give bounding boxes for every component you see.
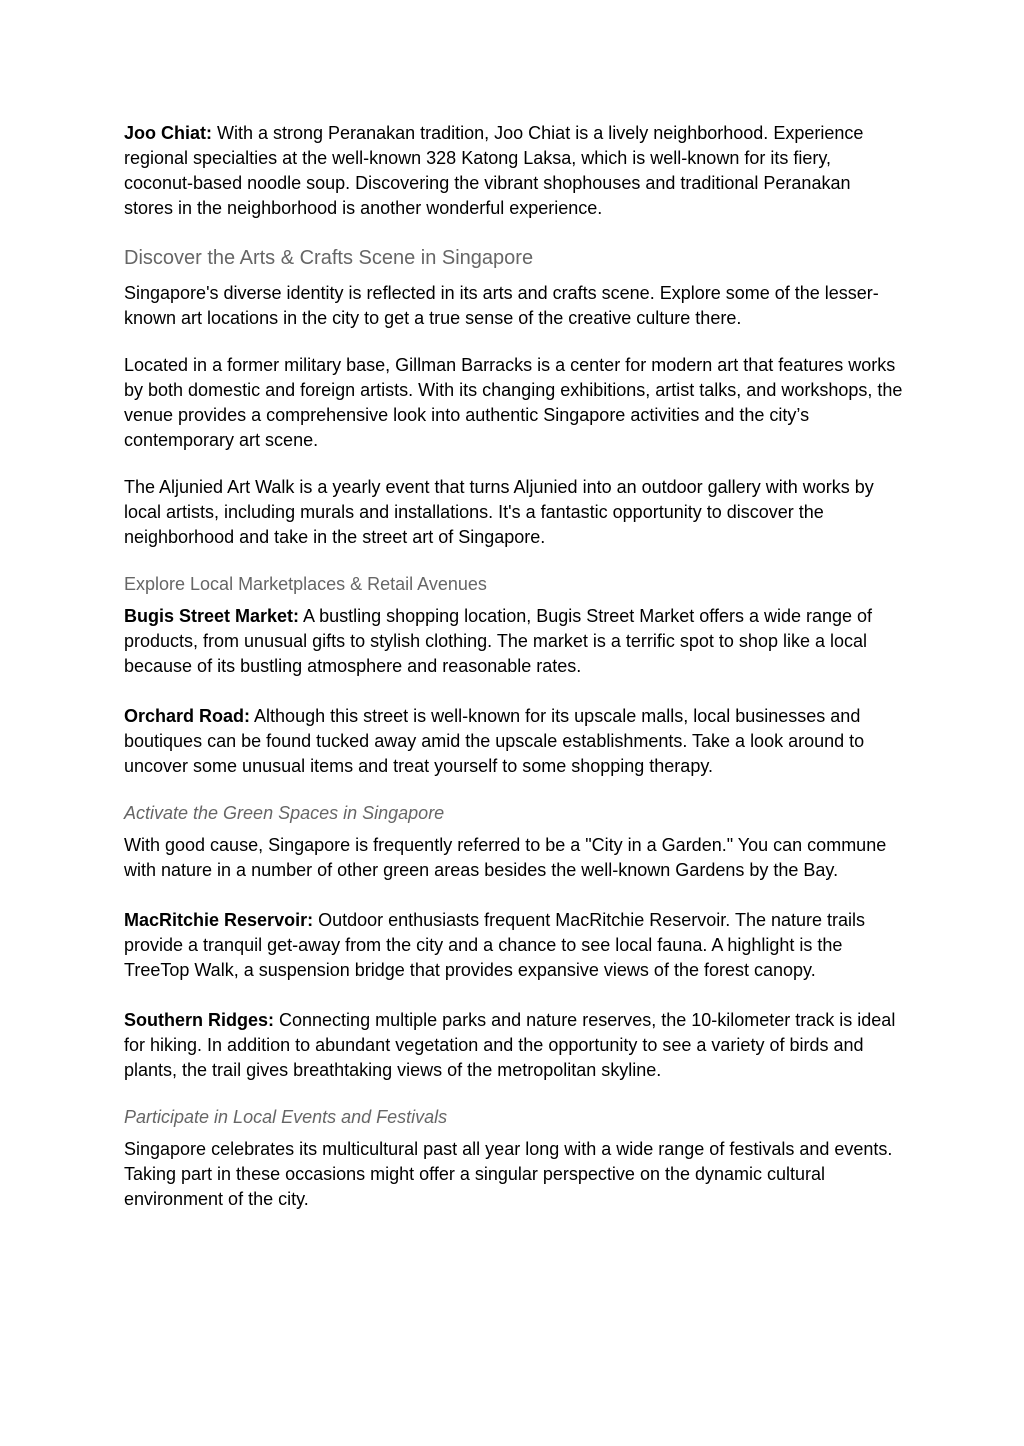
macritchie-text: Outdoor enthusiasts frequent MacRitchie Reservoir. The nature trails provide a tranquil get-away from the city and a chance to see local fauna. A highlight is the TreeTop Walk, a suspension bridge that provides expansive views of the forest canopy.	[124, 910, 866, 980]
arts-intro-paragraph: Singapore's diverse identity is reflected in its arts and crafts scene. Explore some of the lesser-known art locations in the city to get a true sense of the creative culture there.	[124, 283, 879, 328]
aljunied-art-walk-paragraph: The Aljunied Art Walk is a yearly event that turns Aljunied into an outdoor gallery with works by local artists, including murals and installations. It's a fantastic opportunity to discover the neighborhood and take in the street art of Singapore.	[124, 477, 874, 547]
southern-ridges-paragraph	[124, 1008, 904, 1083]
orchard-text: Although this street is well-known for its upscale malls, local businesses and boutiques can be found tucked away amid the upscale establishments. Take a look around to uncover some unusual items and treat yourself to some shopping therapy.	[124, 706, 865, 776]
bugis-label: Bugis Street Market:	[124, 606, 300, 626]
southern-ridges-label: Southern Ridges:	[124, 1010, 275, 1030]
document-page	[124, 121, 904, 1212]
macritchie-label: MacRitchie Reservoir:	[124, 910, 314, 930]
macritchie-paragraph	[124, 908, 904, 983]
events-paragraph: Singapore celebrates its multicultural past all year long with a wide range of festivals and events. Taking part in these occasions might offer a singular perspective on the dynamic cultural environment of the city.	[124, 1139, 893, 1209]
orchard-label: Orchard Road:	[124, 706, 251, 726]
orchard-paragraph	[124, 704, 904, 779]
events-heading: Participate in Local Events and Festivals	[124, 1107, 448, 1127]
markets-heading: Explore Local Marketplaces & Retail Avenues	[124, 574, 487, 594]
gillman-barracks-paragraph: Located in a former military base, Gillman Barracks is a center for modern art that features works by both domestic and foreign artists. With its changing exhibitions, artist talks, and workshops, the venue provides a comprehensive look into authentic Singapore activities and the city’s contemporary art scene.	[124, 355, 903, 450]
bugis-text: A bustling shopping location, Bugis Street Market offers a wide range of products, from unusual gifts to stylish clothing. The market is a terrific spot to shop like a local because of its bustling atmosphere and reasonable rates.	[124, 606, 873, 676]
southern-ridges-text: Connecting multiple parks and nature reserves, the 10-kilometer track is ideal for hiking. In addition to abundant vegetation and the opportunity to see a variety of birds and plants, the trail gives breathtaking views of the metropolitan skyline.	[124, 1010, 896, 1080]
joo-chiat-text: With a strong Peranakan tradition, Joo Chiat is a lively neighborhood. Experience regional specialties at the well-known 328 Katong Laksa, which is well-known for its fiery, coconut-based noodle soup. Discovering the vibrant shophouses and traditional Peranakan stores in the neighborhood is another wonderful experience.	[124, 123, 864, 218]
joo-chiat-label: Joo Chiat:	[124, 123, 212, 143]
arts-heading: Discover the Arts & Crafts Scene in Singapore	[124, 247, 534, 269]
bugis-paragraph	[124, 604, 904, 679]
green-intro-paragraph: With good cause, Singapore is frequently referred to be a "City in a Garden." You can commune with nature in a number of other green areas besides the well-known Gardens by the Bay.	[124, 835, 887, 880]
green-heading: Activate the Green Spaces in Singapore	[124, 803, 445, 823]
joo-chiat-paragraph	[124, 121, 904, 221]
